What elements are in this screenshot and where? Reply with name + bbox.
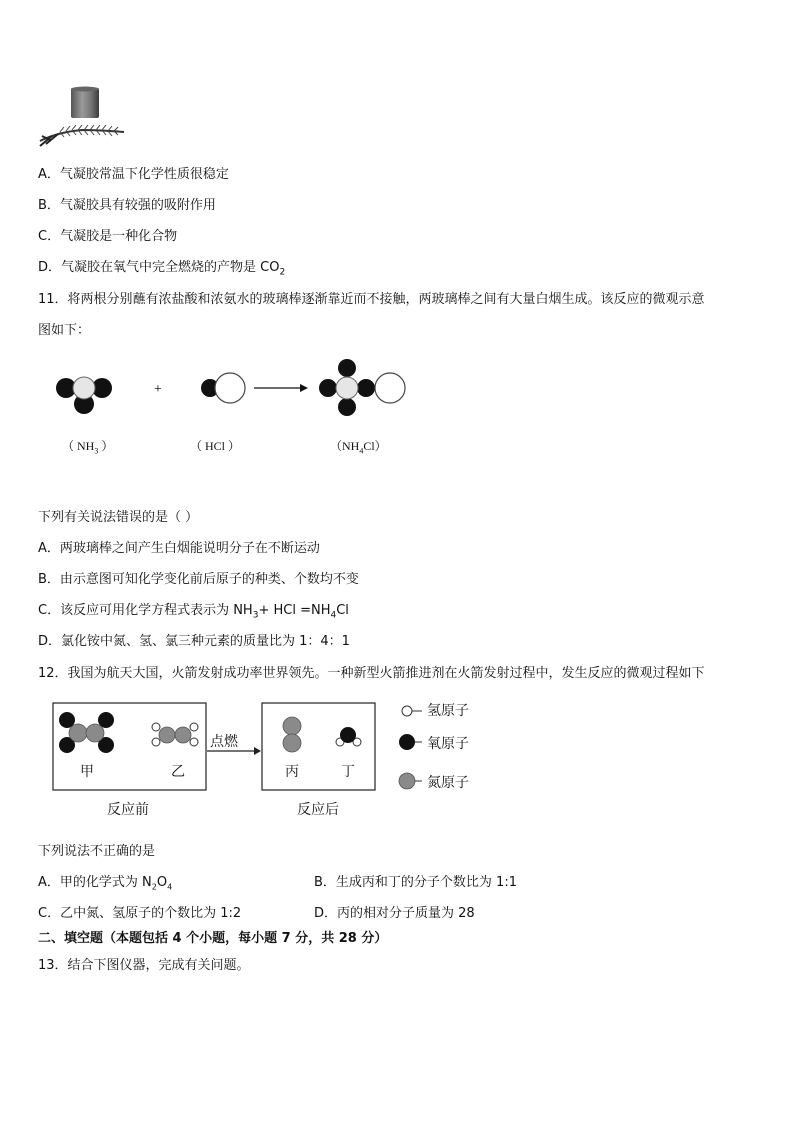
legend-nitrogen: 氮原子 bbox=[427, 775, 469, 791]
q11-reaction-diagram bbox=[50, 356, 420, 420]
q10-option-a: A．气凝胶常温下化学性质很稳定 bbox=[38, 167, 229, 182]
jia-molecule bbox=[59, 712, 114, 753]
q10-option-d: D．气凝胶在氧气中完全燃烧的产物是 $CO_2$ bbox=[38, 260, 286, 278]
q12-option-d: D．丙的相对分子质量为 28 bbox=[314, 906, 475, 921]
arrow-label: 点燃 bbox=[210, 734, 238, 750]
bing-label: 丙 bbox=[285, 764, 299, 780]
plus-sign: + bbox=[154, 382, 162, 397]
legend bbox=[399, 706, 422, 789]
yi-label: 乙 bbox=[171, 764, 185, 780]
after-box bbox=[262, 703, 375, 790]
legend-oxygen: 氧原子 bbox=[427, 736, 469, 752]
reaction-arrow bbox=[254, 384, 308, 392]
q12-option-a: A．甲的化学式为 $N_2O_4$ bbox=[38, 875, 173, 892]
nh4cl-label: $(NH_4Cl)$ bbox=[330, 439, 387, 456]
q11-option-d: D．氯化铵中氮、氢、氯三种元素的质量比为 1：4：1 bbox=[38, 634, 350, 649]
yi-molecule bbox=[152, 723, 198, 746]
q12-option-b: B．生成丙和丁的分子个数比为 1:1 bbox=[314, 875, 517, 890]
q12-stem: 12．我国为航天大国，火箭发射成功率世界领先。一种新型火箭推进剂在火箭发射过程中，发生反应的微观过程如下 bbox=[38, 666, 705, 681]
q11-option-c: C．该反应可用化学方程式表示为 $NH_3+$ HCl $=NH_4Cl$ bbox=[38, 603, 349, 621]
bing-molecule bbox=[283, 717, 301, 752]
ding-molecule bbox=[336, 727, 361, 746]
q13-stem: 13．结合下图仪器，完成有关问题。 bbox=[38, 958, 250, 973]
q10-option-b: B．气凝胶具有较强的吸附作用 bbox=[38, 198, 216, 213]
q11-stem-line1: 11．将两根分别蘸有浓盐酸和浓氨水的玻璃棒逐渐靠近而不接触，两玻璃棒之间有大量白烟生成。该反应的微观示意 bbox=[38, 292, 705, 307]
section-title: 二、填空题（本题包括 4 个小题，每小题 7 分，共 28 分） bbox=[38, 931, 388, 946]
hcl-molecule bbox=[201, 373, 245, 403]
q11-question: 下列有关说法错误的是（ ） bbox=[38, 510, 199, 525]
legend-hydrogen: 氢原子 bbox=[427, 703, 469, 719]
nh4cl-molecule bbox=[319, 359, 405, 416]
q11-option-b: B．由示意图可知化学变化前后原子的种类、个数均不变 bbox=[38, 572, 359, 587]
nh3-molecule bbox=[56, 377, 112, 414]
q12-option-c: C．乙中氮、氢原子的个数比为 1:2 bbox=[38, 906, 242, 921]
hcl-label: （ HCl ） bbox=[190, 439, 241, 453]
before-label: 反应前 bbox=[107, 802, 149, 818]
jia-label: 甲 bbox=[80, 764, 94, 780]
q11-option-a: A．两玻璃棒之间产生白烟能说明分子在不断运动 bbox=[38, 541, 320, 556]
q12-question: 下列说法不正确的是 bbox=[38, 844, 156, 859]
nh3-label: （ $NH_3$ ） bbox=[62, 439, 114, 456]
q10-option-c: C．气凝胶是一种化合物 bbox=[38, 229, 178, 244]
after-label: 反应后 bbox=[297, 802, 339, 818]
aerogel-photo bbox=[38, 86, 128, 152]
ding-label: 丁 bbox=[341, 764, 355, 780]
q11-stem-line2: 图如下： bbox=[38, 323, 91, 338]
